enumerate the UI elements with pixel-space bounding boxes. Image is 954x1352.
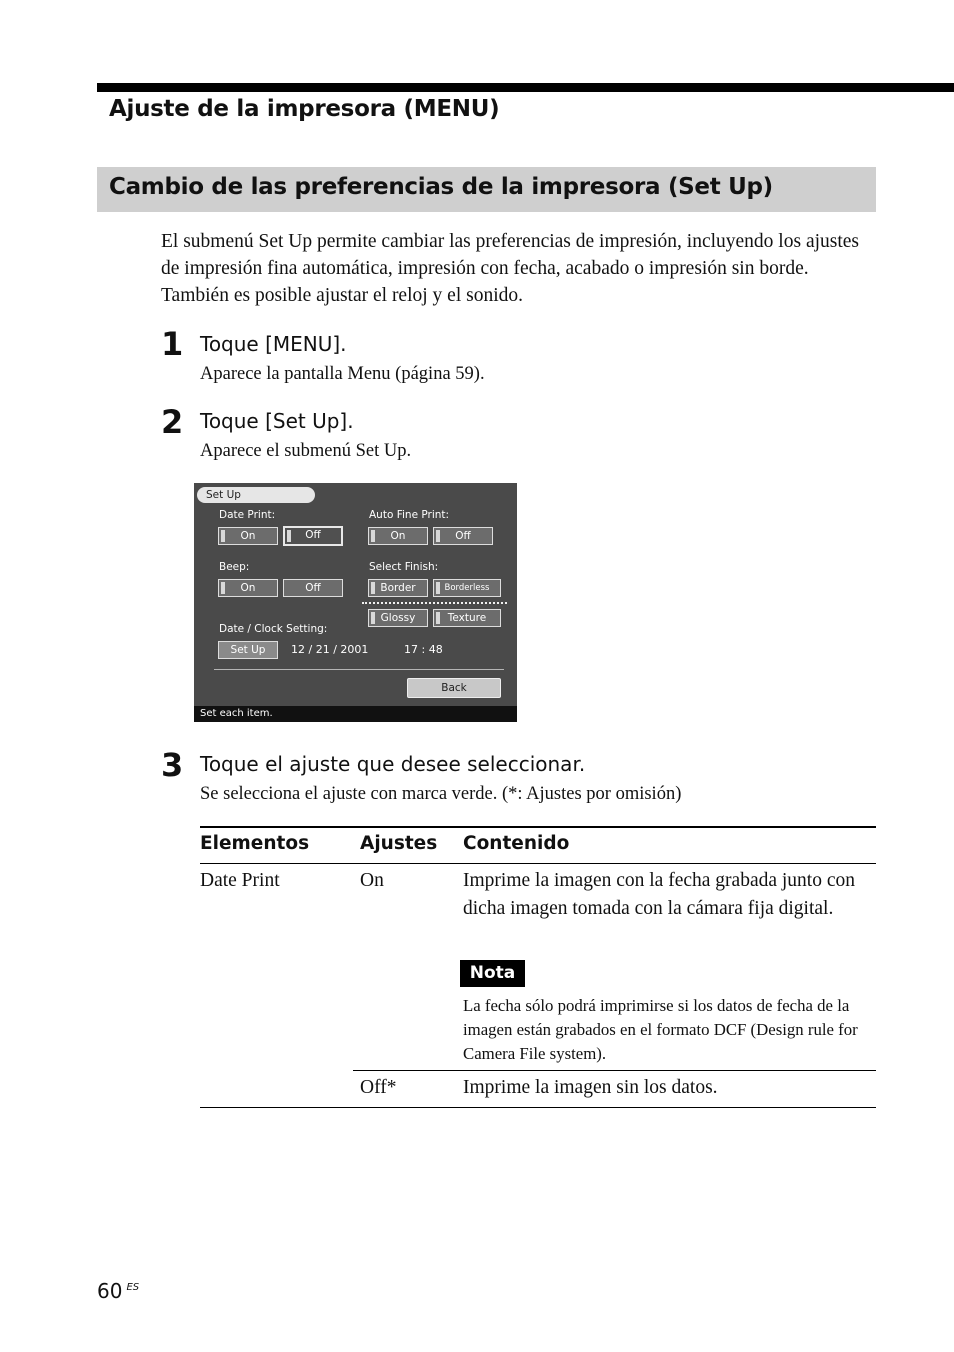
check-mark-icon	[436, 612, 440, 624]
step-3-desc: Se selecciona el ajuste con marca verde. (*: Ajustes por omisión)	[200, 784, 682, 804]
step-3-number: 3	[161, 746, 184, 784]
cell-item: Date Print	[200, 870, 280, 891]
select-finish-label: Select Finish:	[369, 561, 439, 573]
auto-fine-print-label: Auto Fine Print:	[369, 509, 450, 521]
table-bottom-rule	[200, 1107, 876, 1108]
back-button[interactable]: Back	[407, 678, 501, 698]
step-1-desc: Aparece la pantalla Menu (página 59).	[200, 364, 485, 384]
check-mark-icon	[287, 530, 291, 542]
step-1-number: 1	[161, 325, 184, 363]
note-text: La fecha sólo podrá imprimirse si los datos de fecha de la imagen están grabados en el formato DCF (Design rule for Camera File system).	[463, 996, 858, 1063]
top-rule	[97, 83, 954, 92]
date-value: 12 / 21 / 2001	[291, 643, 369, 656]
borderless-button[interactable]: Borderless	[433, 579, 501, 597]
check-mark-icon	[436, 530, 440, 542]
auto-fine-on-button[interactable]: On	[368, 527, 428, 545]
border-button[interactable]: Border	[368, 579, 428, 597]
intro-paragraph: El submenú Set Up permite cambiar las preferencias de impresión, incluyendo los ajustes de impresión fina automática, impresión con fecha, acabado o impresión sin borde. También es posible ajustar el reloj y el sonido.	[161, 231, 860, 306]
step-3-title: Toque el ajuste que desee seleccionar.	[200, 752, 586, 776]
col-header-elementos: Elementos	[200, 833, 310, 854]
date-print-label: Date Print:	[219, 509, 276, 521]
check-mark-icon	[436, 582, 440, 594]
auto-fine-off-button[interactable]: Off	[433, 527, 493, 545]
finish-divider	[362, 602, 507, 604]
setup-screen	[194, 483, 517, 722]
subsection-title: Cambio de las preferencias de la impresora (Set Up)	[109, 174, 773, 200]
clock-setting-label: Date / Clock Setting:	[219, 623, 328, 635]
section-title: Ajuste de la impresora (MENU)	[109, 96, 500, 122]
cell-content-on: Imprime la imagen con la fecha grabada junto con dicha imagen tomada con la cámara fija digital.	[463, 870, 855, 919]
glossy-button[interactable]: Glossy	[368, 609, 428, 627]
time-value: 17 : 48	[404, 643, 443, 656]
page-footer	[97, 1279, 139, 1303]
language-code: ES	[126, 1282, 140, 1293]
beep-on-button[interactable]: On	[218, 579, 278, 597]
col-header-contenido: Contenido	[463, 833, 570, 854]
cell-setting-on: On	[360, 870, 384, 891]
date-print-on-button[interactable]: On	[218, 527, 278, 545]
setup-clock-button[interactable]: Set Up	[218, 641, 278, 659]
step-1-title: Toque [MENU].	[200, 332, 347, 356]
beep-off-button[interactable]: Off	[283, 579, 343, 597]
table-top-rule	[200, 826, 876, 828]
table-header-rule	[200, 863, 876, 864]
setup-tab[interactable]: Set Up	[197, 487, 315, 503]
page-number: 60	[97, 1279, 123, 1303]
check-mark-icon	[371, 530, 375, 542]
cell-setting-off: Off*	[360, 1077, 397, 1098]
check-mark-icon	[371, 582, 375, 594]
table-row-rule	[353, 1070, 876, 1071]
cell-content-off: Imprime la imagen sin los datos.	[463, 1077, 718, 1098]
check-mark-icon	[221, 530, 225, 542]
screen-divider	[214, 669, 504, 670]
check-mark-icon	[221, 582, 225, 594]
status-bar: Set each item.	[194, 706, 517, 722]
check-mark-icon	[371, 612, 375, 624]
date-print-off-button[interactable]: Off	[283, 526, 343, 546]
step-2-number: 2	[161, 403, 184, 441]
beep-label: Beep:	[219, 561, 250, 573]
step-2-title: Toque [Set Up].	[200, 409, 354, 433]
step-2-desc: Aparece el submenú Set Up.	[200, 441, 412, 461]
col-header-ajustes: Ajustes	[360, 833, 438, 854]
note-label: Nota	[460, 960, 525, 987]
texture-button[interactable]: Texture	[433, 609, 501, 627]
